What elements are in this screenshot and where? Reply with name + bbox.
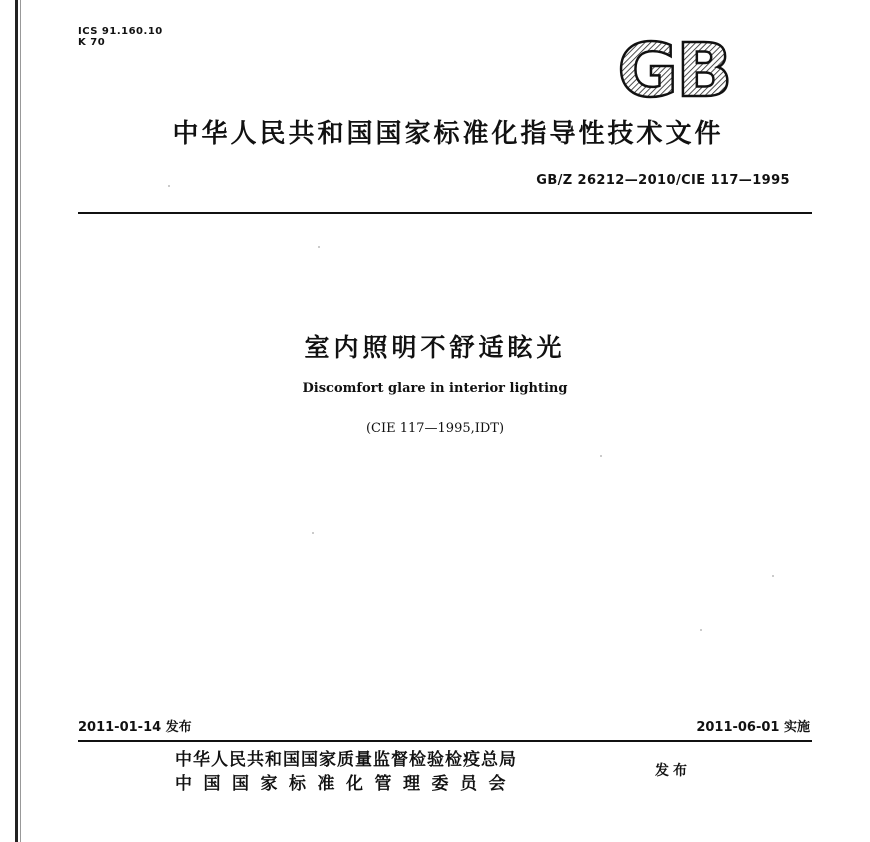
classification-codes	[78, 26, 163, 48]
issuing-authorities	[175, 748, 517, 796]
scan-speck	[772, 575, 774, 577]
title-english: Discomfort glare in interior lighting	[302, 381, 568, 396]
standard-number: GB/Z 26212—2010/CIE 117—1995	[536, 173, 790, 188]
issue-date: 2011-01-14 发布	[78, 720, 192, 735]
implementation-date: 2011-06-01 实施	[696, 720, 810, 735]
scan-speck	[318, 246, 320, 248]
ics-code: ICS 91.160.10	[78, 26, 163, 37]
scan-speck	[700, 629, 702, 631]
ccs-code: K 70	[78, 37, 106, 48]
issuer-sac: 中国国家标准化管理委员会	[175, 774, 517, 794]
document-type-heading: 中华人民共和国国家标准化指导性技术文件	[172, 119, 724, 149]
issuer-aqsiq: 中华人民共和国国家质量监督检验检疫总局	[175, 750, 517, 770]
issue-verb: 发布	[655, 763, 691, 779]
title-chinese: 室内照明不舒适眩光	[304, 333, 566, 362]
gb-logo	[583, 36, 765, 102]
scan-speck	[600, 455, 602, 457]
gb-logo-text: GB	[617, 36, 731, 102]
header-divider	[78, 212, 812, 214]
scan-speck	[312, 532, 314, 534]
footer-divider	[78, 740, 812, 742]
equivalence-note: (CIE 117—1995,IDT)	[365, 421, 505, 436]
scan-speck	[168, 185, 170, 187]
